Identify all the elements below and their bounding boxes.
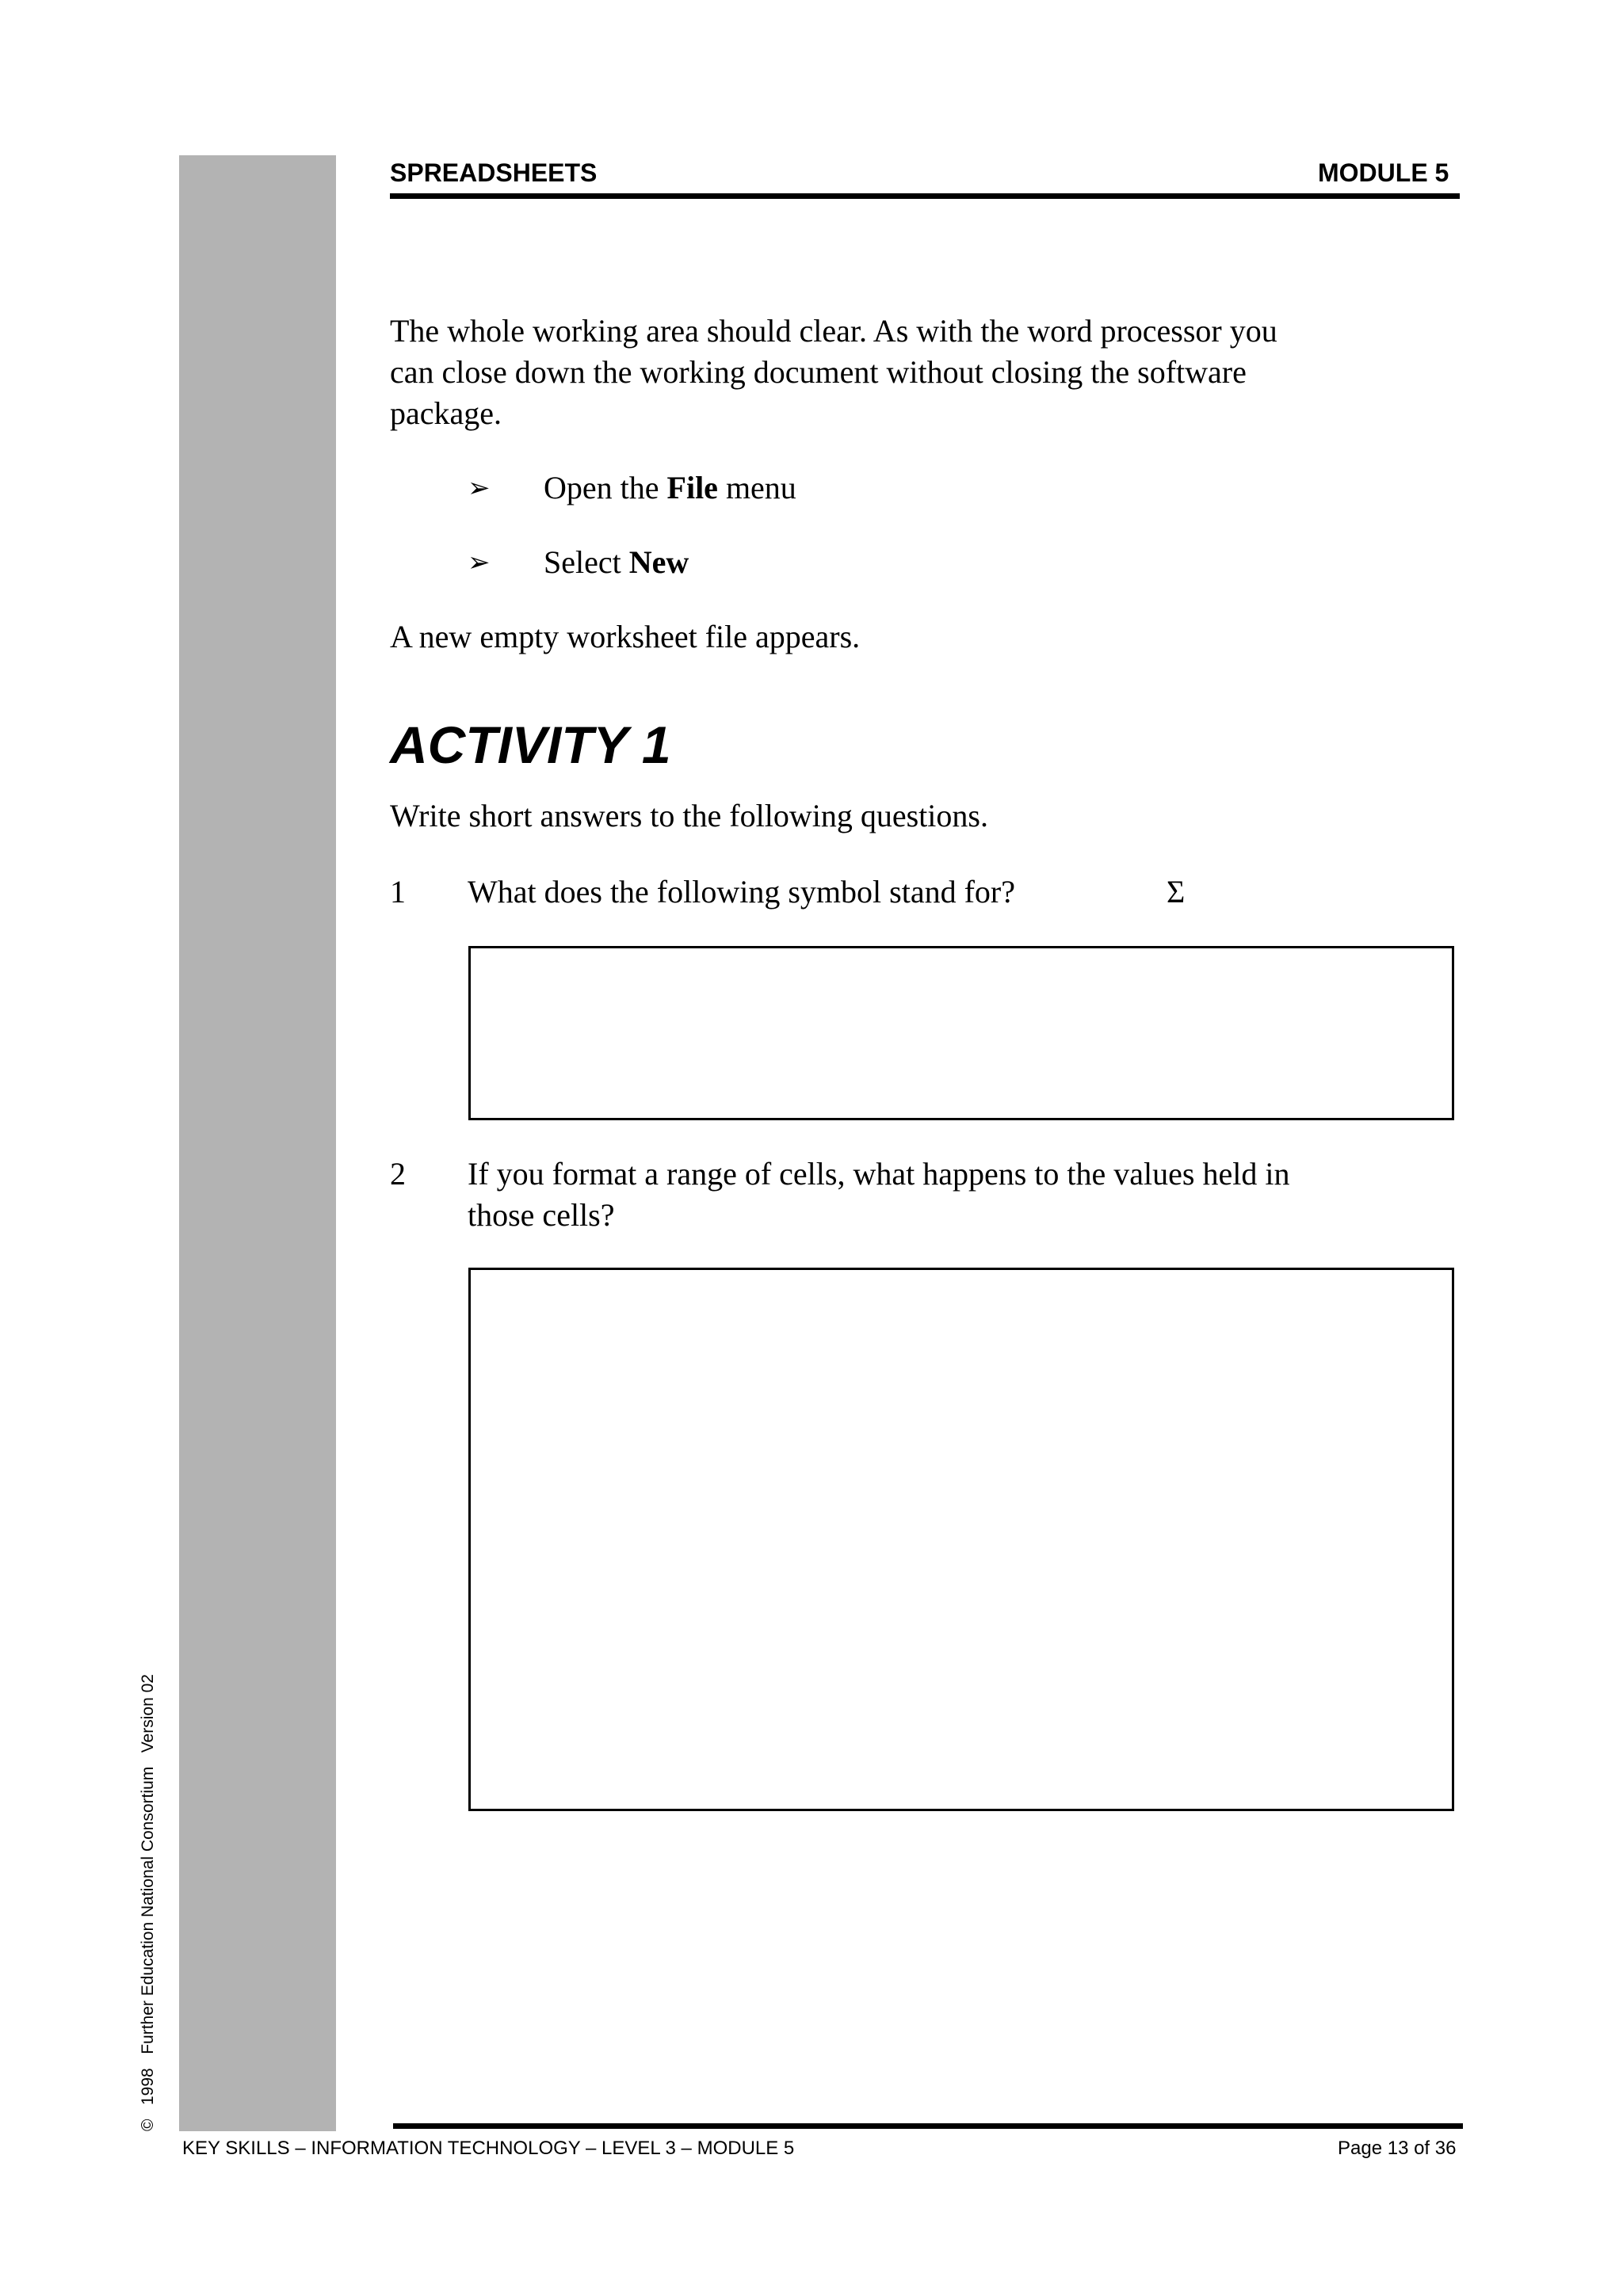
question-text: What does the following symbol stand for?	[468, 874, 1015, 910]
copyright-notice: © 1998 Further Education National Consortium Version 02	[139, 1674, 157, 2131]
header-rule	[390, 193, 1460, 199]
question-line: those cells?	[468, 1197, 615, 1233]
step-text: menu	[717, 470, 796, 505]
question-text	[468, 1154, 1289, 1236]
question-number: 2	[390, 1156, 406, 1192]
step-command-name: New	[628, 544, 689, 580]
footer-course-title: KEY SKILLS – INFORMATION TECHNOLOGY – LEVEL 3 – MODULE 5	[182, 2138, 795, 2159]
step-open-file-menu	[544, 467, 796, 509]
page-number: Page 13 of 36	[1338, 2138, 1457, 2159]
step-text: Select	[544, 544, 629, 580]
arrow-bullet-icon: ➢	[468, 472, 491, 504]
answer-box-question-2[interactable]	[468, 1268, 1454, 1811]
arrow-bullet-icon: ➢	[468, 547, 491, 578]
result-text: A new empty worksheet file appears.	[390, 619, 861, 654]
intro-paragraph	[390, 311, 1277, 434]
step-text: Open the	[544, 470, 667, 505]
activity-title: ACTIVITY 1	[390, 715, 671, 774]
intro-line: The whole working area should clear. As with the word processor you	[390, 313, 1277, 349]
activity-instruction: Write short answers to the following questions.	[390, 798, 988, 833]
step-menu-name: File	[666, 470, 718, 505]
question-line: If you format a range of cells, what happens to the values held in	[468, 1156, 1290, 1192]
question-number: 1	[390, 874, 406, 910]
step-select-new	[544, 542, 689, 583]
answer-box-question-1[interactable]	[468, 946, 1454, 1120]
left-margin-bar	[179, 155, 336, 2131]
sigma-symbol: Σ	[1167, 874, 1186, 910]
header-section-title: SPREADSHEETS	[390, 158, 598, 187]
footer-rule	[393, 2123, 1463, 2129]
intro-line: can close down the working document without closing the software	[390, 354, 1247, 390]
header-module-label: MODULE 5	[1318, 158, 1449, 187]
intro-line: package.	[390, 395, 502, 431]
